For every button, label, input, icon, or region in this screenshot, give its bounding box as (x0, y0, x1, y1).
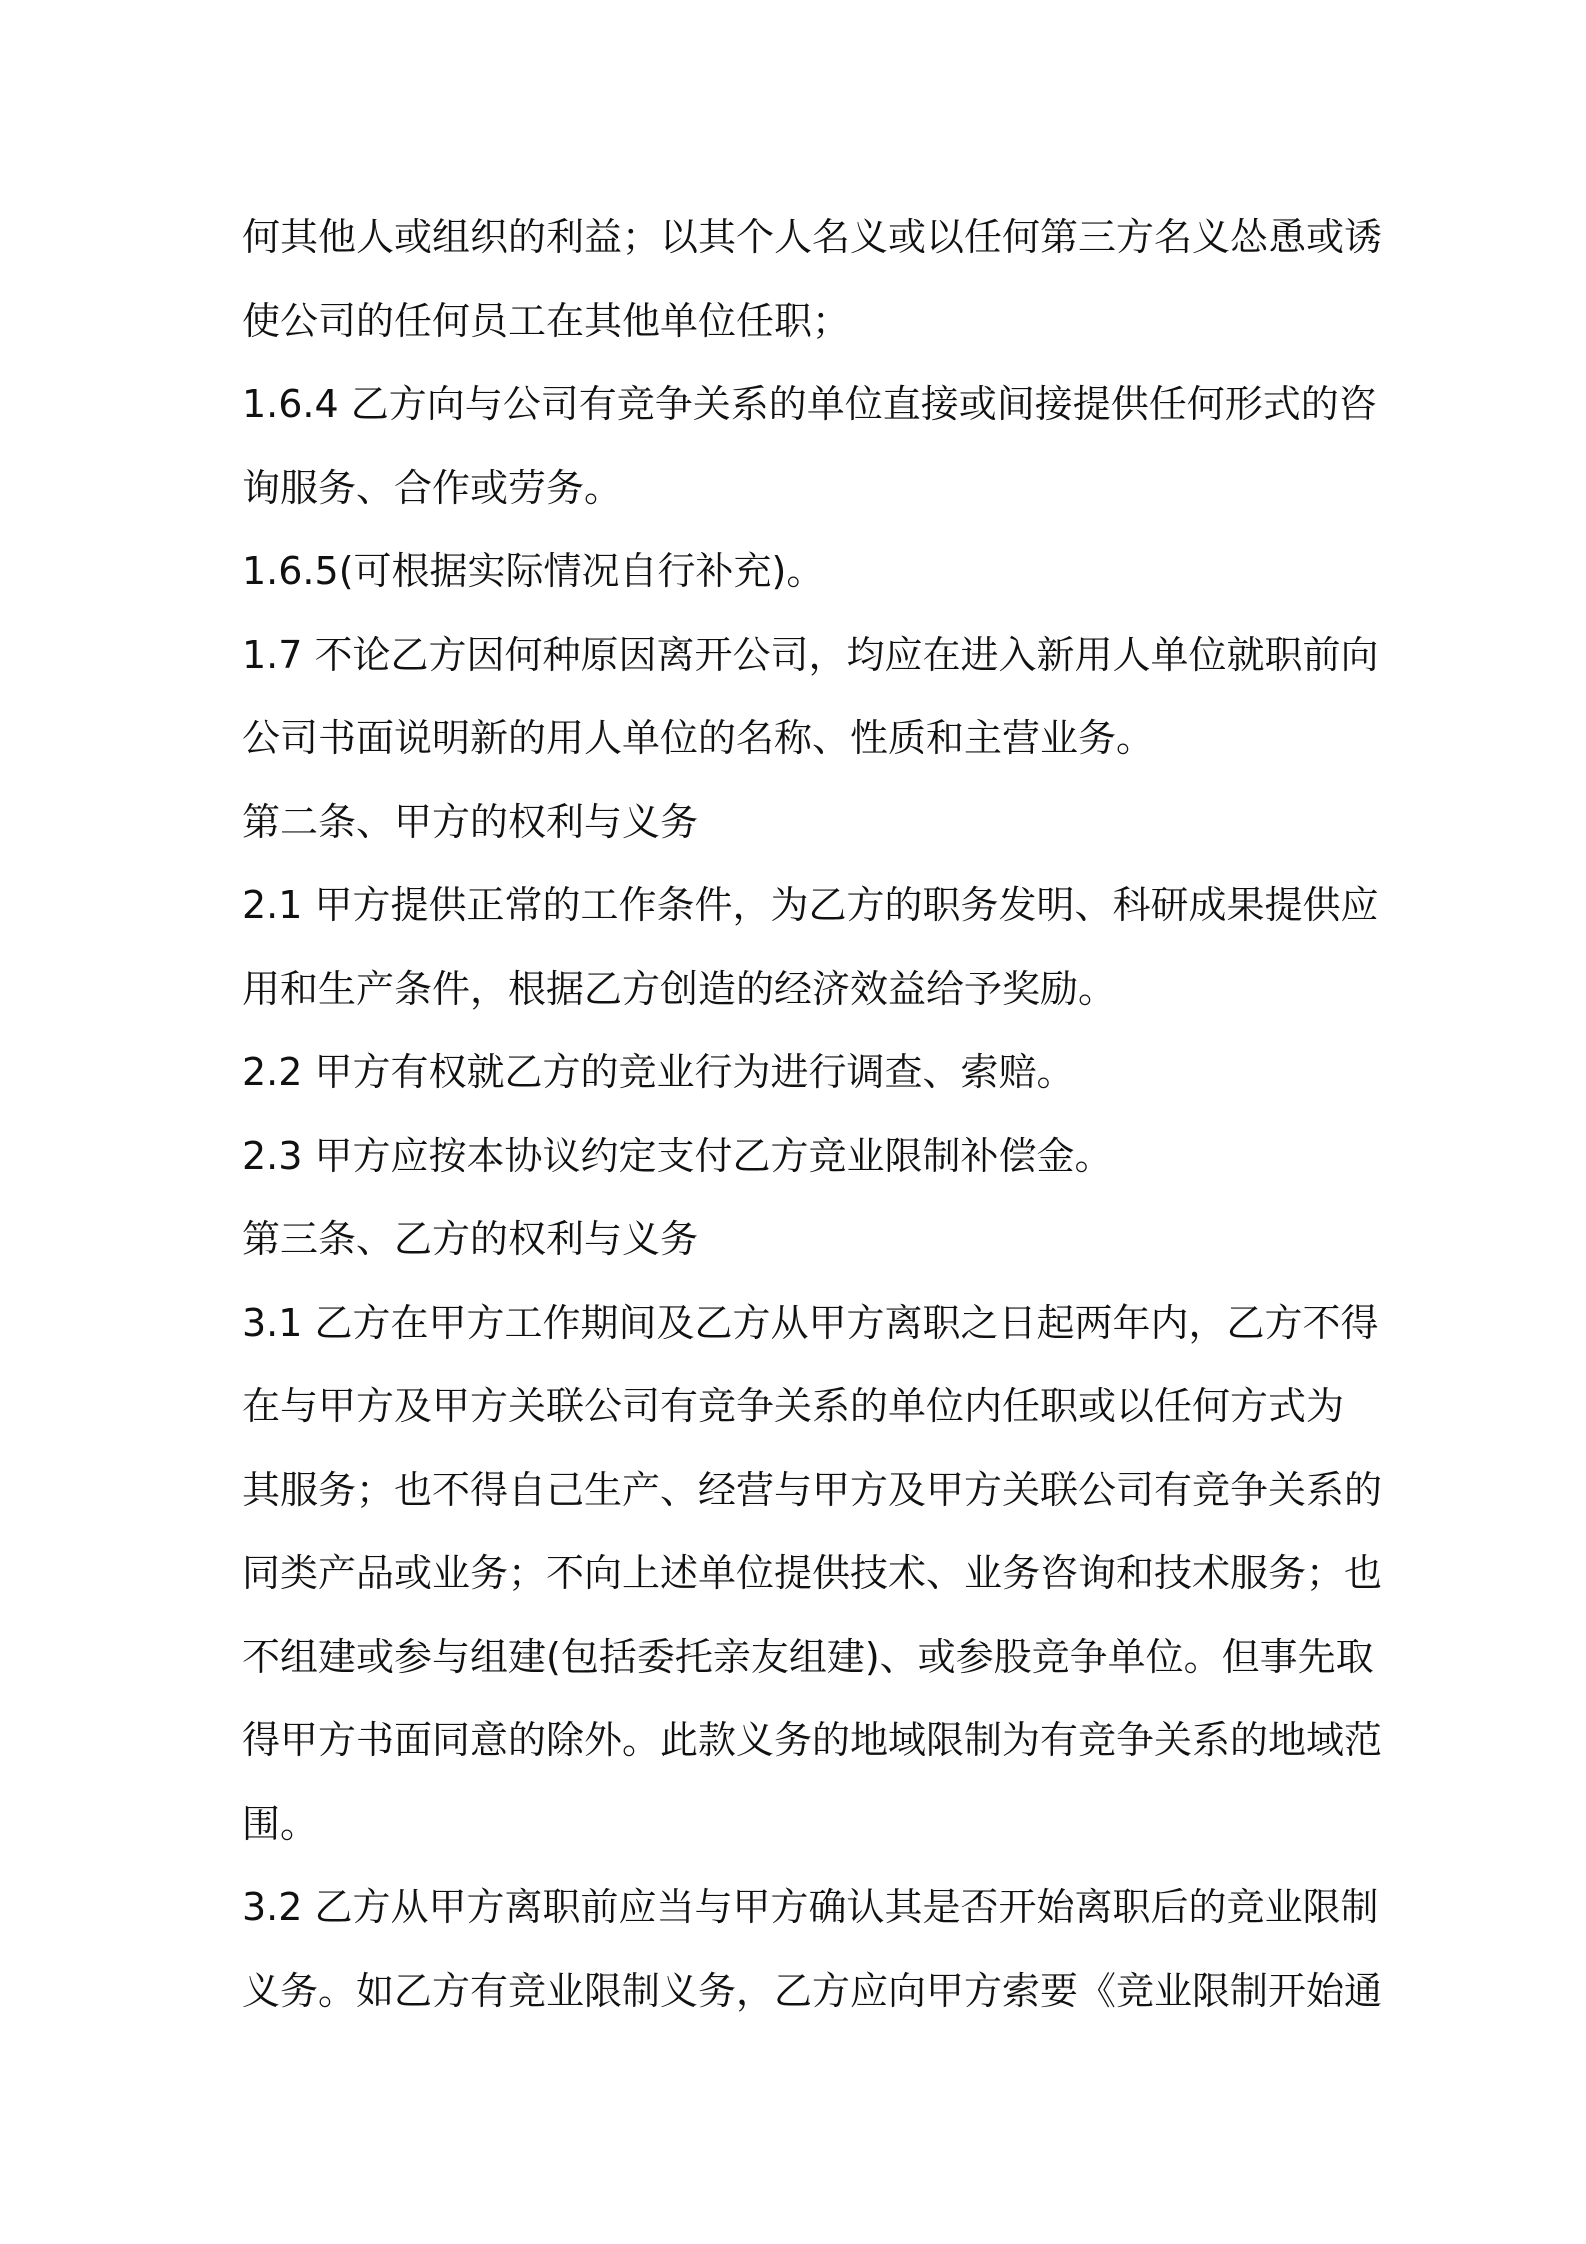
text-line: 3.1 乙方在甲方工作期间及乙方从甲方离职之日起两年内，乙方不得 (242, 1300, 1379, 1345)
text-line: 在与甲方及甲方关联公司有竞争关系的单位内任职或以任何方式为 (242, 1384, 1345, 1428)
section-heading: 第二条、甲方的权利与义务 (242, 799, 699, 844)
text-line: 用和生产条件，根据乙方创造的经济效益给予奖励。 (242, 966, 1117, 1011)
text-line: 使公司的任何员工在其他单位任职； (242, 298, 851, 343)
text-line: 得甲方书面同意的除外。此款义务的地域限制为有竞争关系的地域范 (242, 1718, 1383, 1762)
document-body (242, 196, 1383, 2033)
text-line: 1.7 不论乙方因何种原因离开公司，均应在进入新用人单位就职前向 (242, 632, 1379, 677)
text-line: 围。 (242, 1801, 319, 1846)
text-line: 1.6.4 乙方向与公司有竞争关系的单位直接或间接提供任何形式的咨 (242, 382, 1377, 426)
text-line: 何其他人或组织的利益；以其个人名义或以任何第三方名义怂恿或诱 (242, 215, 1383, 259)
text-line: 其服务；也不得自己生产、经营与甲方及甲方关联公司有竞争关系的 (242, 1467, 1383, 1512)
text-line: 1.6.5(可根据实际情况自行补充)。 (242, 549, 825, 593)
text-line: 义务。如乙方有竞业限制义务，乙方应向甲方索要《竞业限制开始通 (242, 1968, 1383, 2013)
text-line: 2.3 甲方应按本协议约定支付乙方竞业限制补偿金。 (242, 1133, 1113, 1178)
section-heading: 第三条、乙方的权利与义务 (242, 1217, 699, 1261)
text-line: 2.1 甲方提供正常的工作条件，为乙方的职务发明、科研成果提供应 (242, 883, 1379, 927)
text-line: 3.2 乙方从甲方离职前应当与甲方确认其是否开始离职后的竞业限制 (242, 1885, 1379, 1929)
text-line: 2.2 甲方有权就乙方的竞业行为进行调查、索赔。 (242, 1050, 1075, 1094)
text-line: 同类产品或业务；不向上述单位提供技术、业务咨询和技术服务；也 (242, 1551, 1383, 1595)
text-line: 不组建或参与组建(包括委托亲友组建)、或参股竞争单位。但事先取 (242, 1634, 1374, 1679)
text-line: 公司书面说明新的用人单位的名称、性质和主营业务。 (242, 716, 1155, 760)
text-line: 询服务、合作或劳务。 (242, 465, 623, 510)
